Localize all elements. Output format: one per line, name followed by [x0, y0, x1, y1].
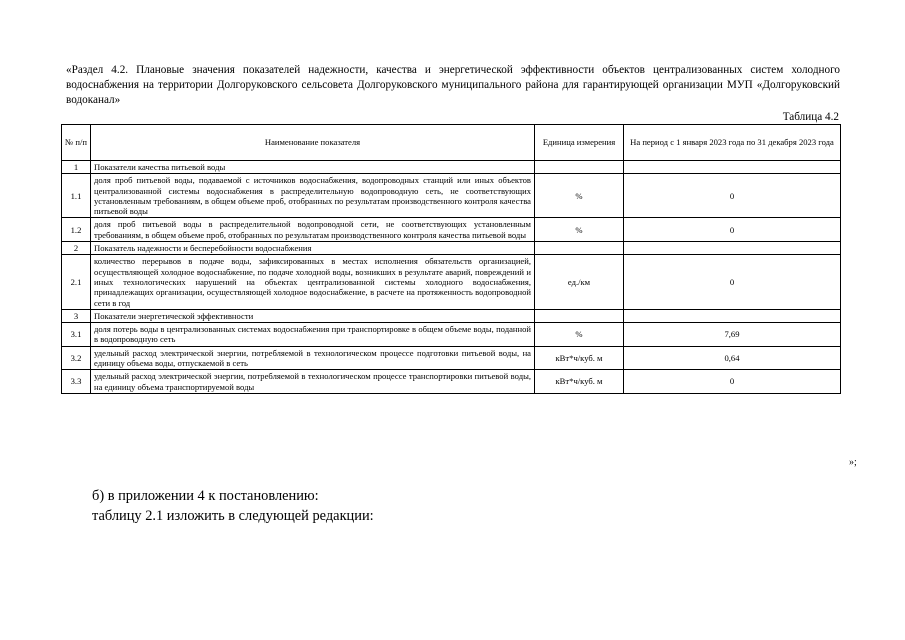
table-header-row — [62, 125, 841, 161]
row-value: 7,69 — [624, 323, 841, 347]
row-unit: ед./км — [535, 255, 624, 309]
indicators-table — [61, 124, 841, 394]
row-indicator-name: удельный расход электрической энергии, потребляемой в технологическом процессе транспортировки питьевой воды, на единицу объема транспортируемой воды — [91, 370, 535, 394]
row-value: 0 — [624, 174, 841, 218]
table-label: Таблица 4.2 — [782, 111, 839, 123]
header-name: Наименование показателя — [91, 125, 535, 161]
section-row — [62, 309, 841, 322]
table-row — [62, 346, 841, 370]
row-value: 0,64 — [624, 346, 841, 370]
table-body — [62, 161, 841, 394]
section-number: 3 — [62, 309, 91, 322]
section-heading: «Раздел 4.2. Плановые значения показателей надежности, качества и энергетической эффективности объектов централизованных систем холодного водоснабжения на территории Долгоруковского сельсовета Долгоруковского муниципального района для гарантирующей организации МУП «Долгоруковский водоканал» — [66, 64, 840, 106]
row-unit: % — [535, 218, 624, 242]
header-period: На период с 1 января 2023 года по 31 декабря 2023 года — [624, 125, 841, 161]
empty-cell — [624, 242, 841, 255]
row-unit: % — [535, 174, 624, 218]
table-row — [62, 255, 841, 309]
row-unit: % — [535, 323, 624, 347]
row-value: 0 — [624, 255, 841, 309]
table-row — [62, 174, 841, 218]
row-number: 3.3 — [62, 370, 91, 394]
section-number: 1 — [62, 161, 91, 174]
section-row — [62, 242, 841, 255]
row-number: 1.2 — [62, 218, 91, 242]
section-row — [62, 161, 841, 174]
row-number: 2.1 — [62, 255, 91, 309]
table-row — [62, 218, 841, 242]
section-title: Показатели энергетической эффективности — [91, 309, 535, 322]
section-number: 2 — [62, 242, 91, 255]
row-number: 3.1 — [62, 323, 91, 347]
after-line-1: б) в приложении 4 к постановлению: — [92, 488, 319, 504]
header-unit: Единица измерения — [535, 125, 624, 161]
header-num: № п/п — [62, 125, 91, 161]
row-number: 1.1 — [62, 174, 91, 218]
table-row — [62, 323, 841, 347]
empty-cell — [624, 161, 841, 174]
row-indicator-name: доля потерь воды в централизованных системах водоснабжения при транспортировке в общем объеме воды, поданной в водопроводную сеть — [91, 323, 535, 347]
empty-cell — [624, 309, 841, 322]
row-indicator-name: доля проб питьевой воды, подаваемой с источников водоснабжения, водопроводных станций или иных объектов централизованной системы водоснабжения в распределительную водопроводную сеть, не соответствующих установленным требованиям, в общем объеме проб, отобранных по результатам производственного контроля качества питьевой воды — [91, 174, 535, 218]
closing-mark: »; — [849, 457, 857, 468]
section-title: Показатели качества питьевой воды — [91, 161, 535, 174]
empty-cell — [535, 242, 624, 255]
section-title: Показатель надежности и бесперебойности водоснабжения — [91, 242, 535, 255]
row-indicator-name: количество перерывов в подаче воды, зафиксированных в местах исполнения обязательств организацией, осуществляющей холодное водоснабжение, по подаче холодной воды, возникших в результате аварий, повреждений и иных технологических нарушений на объектах централизованной системы холодного водоснабжения, принадлежащих организации, осуществляющей холодное водоснабжение, в расчете на протяженность водопроводной сети в год — [91, 255, 535, 309]
empty-cell — [535, 309, 624, 322]
row-value: 0 — [624, 370, 841, 394]
after-line-2: таблицу 2.1 изложить в следующей редакции: — [92, 508, 374, 524]
table-row — [62, 370, 841, 394]
row-unit: кВт*ч/куб. м — [535, 370, 624, 394]
row-unit: кВт*ч/куб. м — [535, 346, 624, 370]
row-number: 3.2 — [62, 346, 91, 370]
empty-cell — [535, 161, 624, 174]
row-indicator-name: удельный расход электрической энергии, потребляемой в технологическом процессе подготовки питьевой воды, на единицу объема воды, отпускаемой в сеть — [91, 346, 535, 370]
row-value: 0 — [624, 218, 841, 242]
row-indicator-name: доля проб питьевой воды в распределительной водопроводной сети, не соответствующих установленным требованиям, в общем объеме проб, отобранных по результатам производственного контроля качества питьевой воды — [91, 218, 535, 242]
